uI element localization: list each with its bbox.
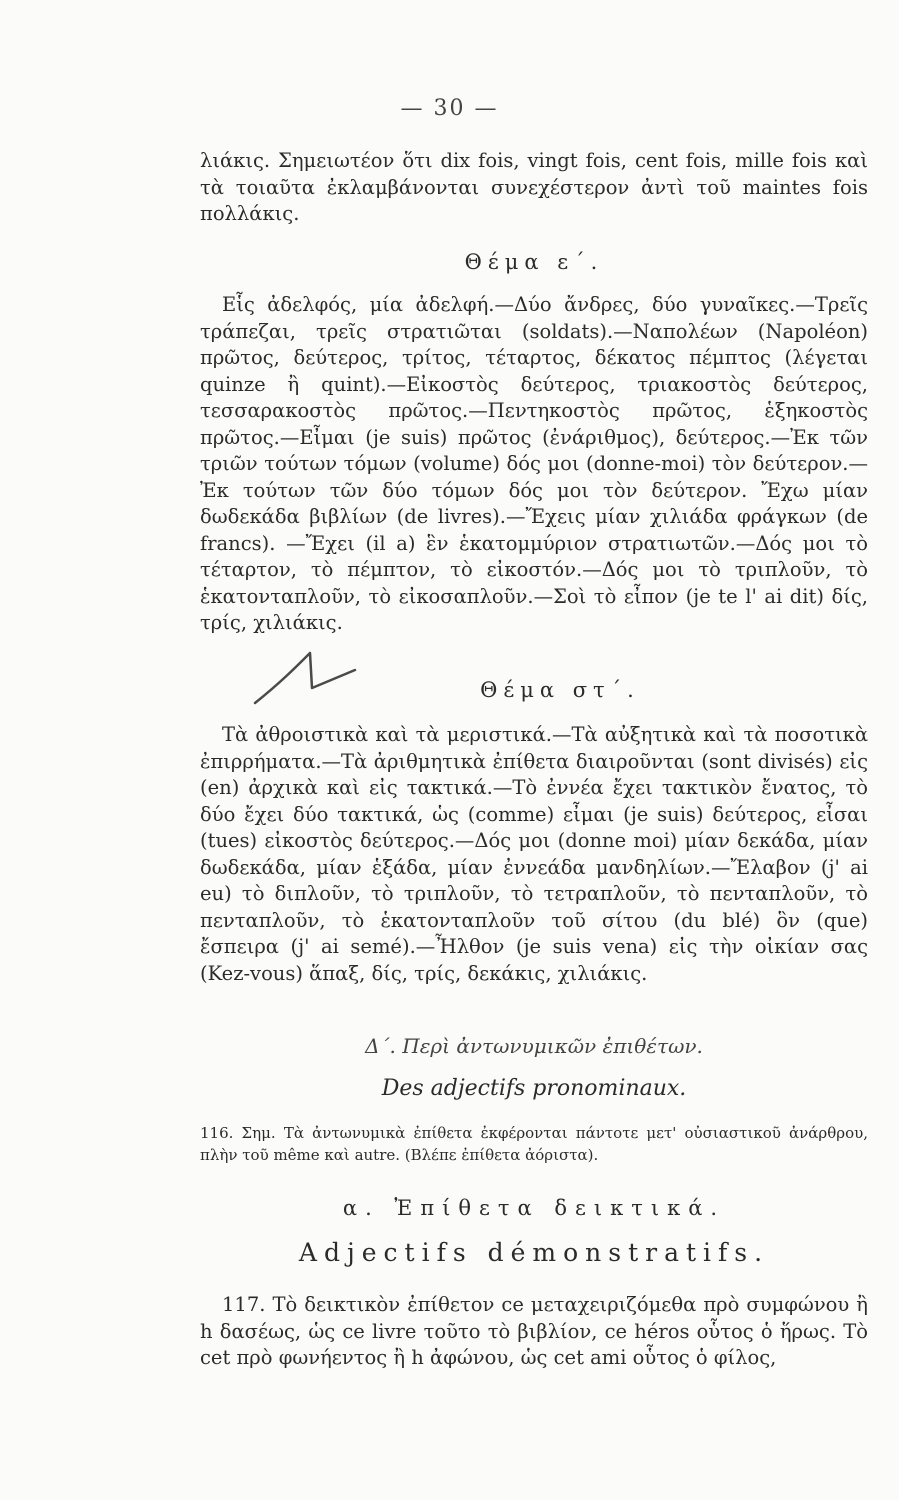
intro-text: λιάκις. Σημειωτέον ὅτι dix fois, vingt fois, cent fois, mille fois καὶ τὰ τοιαῦτα ἐκλαμβάνονται συνεχέστερον ἀντὶ τοῦ maintes fois πολλάκις.: [200, 149, 868, 225]
theme-st-text: Τὰ ἀθροιστικὰ καὶ τὰ μεριστικά.—Τὰ αὐξητικὰ καὶ τὰ ποσοτικὰ ἐπιρρήματα.—Τὰ ἀριθμητικὰ ἐπίθετα διαιροῦνται (sont divisés) εἰς (en) ἀρχικὰ καὶ εἰς τακτικά.—Τὸ ἐννέα ἔχει τακτικὸν ἔνατος, τὸ δύο ἔχει δύο τακτικά, ὡς (comme) εἶμαι (je suis) δεύτερος, εἶσαι (tues) εἰκοστὸς δεύτερος.—Δός μοι (donne moi) μίαν δεκάδα, μίαν δωδεκάδα, μίαν ἑξάδα, μίαν ἐννεάδα μανδηλίων.—Ἔλαβον (j' ai eu) τὸ διπλοῦν, τὸ τριπλοῦν, τὸ τετραπλοῦν, τὸ πενταπλοῦν, τὸ πενταπλοῦν, τὸ ἑκατονταπλοῦν τοῦ σίτου (du blé) ὃν (que) ἔσπειρα (j' ai semé).—Ἦλθον (je suis vena) εἰς τὴν οἰκίαν σας (Kez-vous) ἅπαξ, δίς, τρίς, δεκάκις, χιλιάκις.: [200, 723, 868, 985]
intro-paragraph: [200, 148, 868, 228]
theme-e-paragraph: [200, 292, 868, 637]
theme-st-heading: Θέμα στ΄.: [480, 678, 640, 702]
theme-e-text: Εἷς ἀδελφός, μία ἀδελφή.—Δύο ἄνδρες, δύο γυναῖκες.—Τρεῖς τράπεζαι, τρεῖς στρατιῶται (soldats).—Ναπολέων (Napoléon) πρῶτος, δεύτερος, τρίτος, τέταρτος, δέκατος πέμπτος (λέγεται quinze ἢ quint).—Εἰκοστὸς δεύτερος, τριακοστὸς δεύτερος, τεσσαρακοστὸς πρῶτος.—Πεντηκοστὸς πρῶτος, ἑξηκοστὸς πρῶτος.—Εἶμαι (je suis) πρῶτος (ἐνάριθμος), δεύτερος.—Ἐκ τῶν τριῶν τούτων τόμων (volume) δός μοι (donne-moi) τὸν δεύτερον.—Ἐκ τούτων τῶν δύο τόμων δός μοι τὸν δεύτερον. Ἔχω μίαν δωδεκάδα βιβλίων (de livres).—Ἔχεις μίαν χιλιάδα φράγκων (de francs). —Ἔχει (il a) ἓν ἑκατομμύριον στρατιωτῶν.—Δός μοι τὸ τέταρτον, τὸ πέμπτον, τὸ εἰκοστόν.—Δός μοι τὸ τριπλοῦν, τὸ ἑκατονταπλοῦν, τὸ εἰκοσαπλοῦν.—Σοὶ τὸ εἶπον (je te l' ai dit) δίς, τρίς, χιλιάκις.: [200, 293, 868, 634]
section-greek-title: Δ΄. Περὶ ἀντωνυμικῶν ἐπιθέτων.: [365, 1034, 703, 1058]
page-number: — 30 —: [400, 96, 499, 121]
subsection-greek-title: α. Ἐπίθετα δεικτικά.: [342, 1196, 726, 1220]
paragraph-117-text: 117. Τὸ δεικτικὸν ἐπίθετον ce μεταχειριζόμεθα πρὸ συμφώνου ἢ h δασέως, ὡς ce livre τοῦτο τὸ βιβλίον, ce héros οὗτος ὁ ἥρως. Τὸ cet πρὸ φωνήεντος ἢ h ἀφώνου, ὡς cet ami οὗτος ὁ φίλος,: [200, 1293, 868, 1369]
theme-e-heading: Θέμα ε΄.: [464, 250, 604, 274]
note-116: 116. Σημ. Τὰ ἀντωνυμικὰ ἐπίθετα ἐκφέρονται πάντοτε μετ' οὐσιαστικοῦ ἀνάρθρου, πλὴν τοῦ même καὶ autre. (Βλέπε ἐπίθετα ἀόριστα).: [200, 1124, 868, 1164]
section-french-title: Des adjectifs pronominaux.: [381, 1076, 687, 1101]
paragraph-117: [200, 1292, 868, 1372]
theme-st-paragraph: [200, 722, 868, 987]
subsection-french-title: Adjectifs démonstratifs.: [298, 1238, 770, 1267]
